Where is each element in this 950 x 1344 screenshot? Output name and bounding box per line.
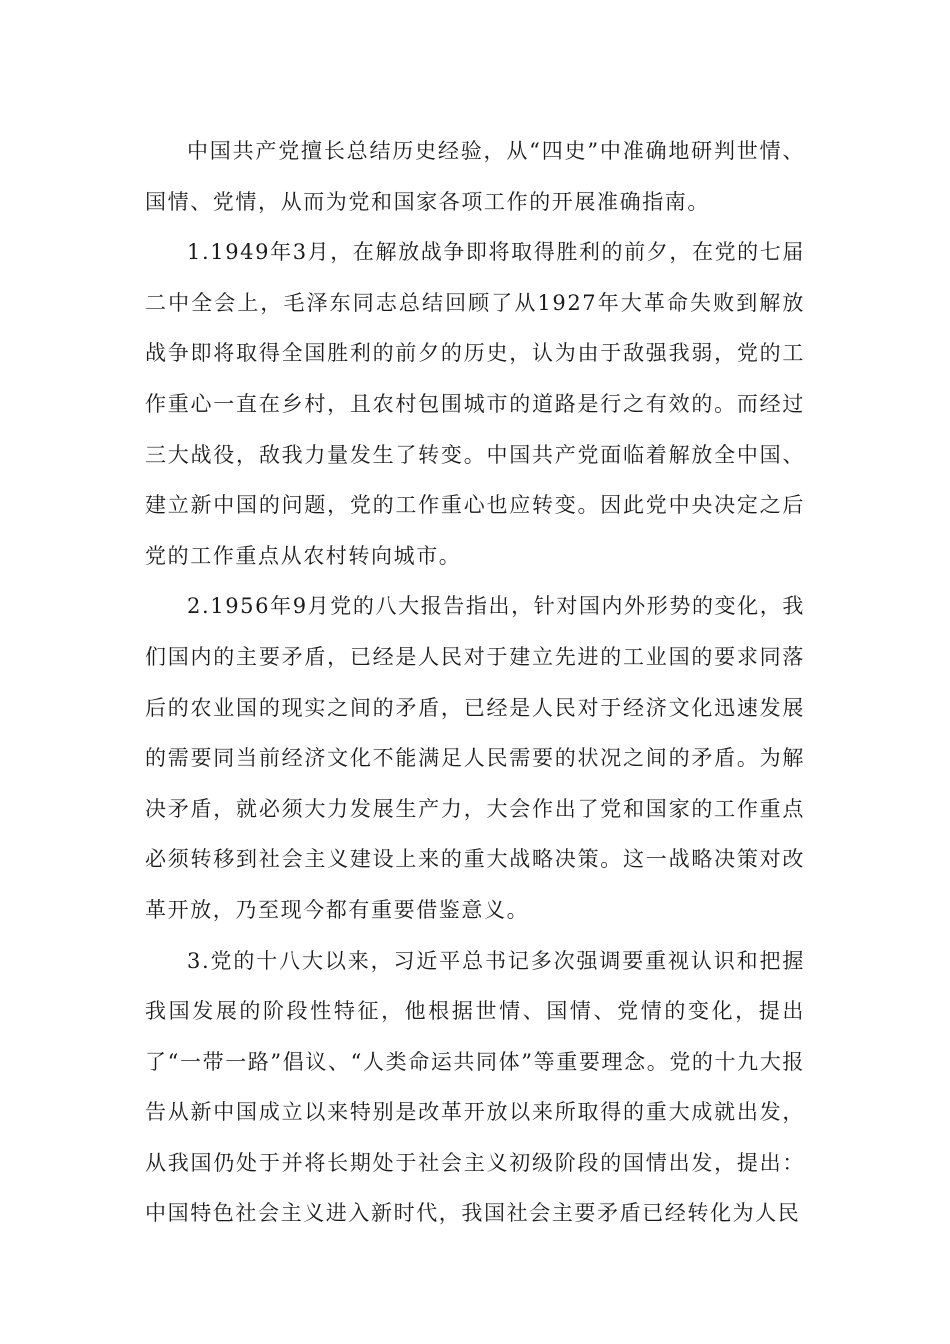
paragraph-eighteenth-congress: 3.党的十八大以来，习近平总书记多次强调要重视认识和把握我国发展的阶段性特征，他根据世情、国情、党情的变化，提出了“一带一路”倡议、“人类命运共同体”等重要理念。党的十九大报告从新中国成立以来特别是改革开放以来所取得的重大成就出发，从我国仍处于并将长期处于社会主义初级阶段的国情出发，提出：中国特色社会主义进入新时代，我国社会主要矛盾已经转化为人民	[145, 948, 805, 1226]
paragraph-1956: 2.1956年9月党的八大报告指出，针对国内外形势的变化，我们国内的主要矛盾，已经是人民对于建立先进的工业国的要求同落后的农业国的现实之间的矛盾，已经是人民对于经济文化迅速发展的需要同当前经济文化不能满足人民需要的状况之间的矛盾。为解决矛盾，就必须大力发展生产力，大会作出了党和国家的工作重点必须转移到社会主义建设上来的重大战略决策。这一战略决策对改革开放，乃至现今都有重要借鉴意义。	[145, 594, 805, 922]
paragraph-1949: 1.1949年3月，在解放战争即将取得胜利的前夕，在党的七届二中全会上，毛泽东同志总结回顾了从1927年大革命失败到解放战争即将取得全国胜利的前夕的历史，认为由于敌强我弱，党的工作重心一直在乡村，且农村包围城市的道路是行之有效的。而经过三大战役，敌我力量发生了转变。中国共产党面临着解放全中国、建立新中国的问题，党的工作重心也应转变。因此党中央决定之后党的工作重点从农村转向城市。	[145, 240, 805, 568]
document-body	[145, 126, 805, 1239]
paragraph-intro: 中国共产党擅长总结历史经验，从“四史”中准确地研判世情、国情、党情，从而为党和国家各项工作的开展准确指南。	[145, 139, 805, 214]
